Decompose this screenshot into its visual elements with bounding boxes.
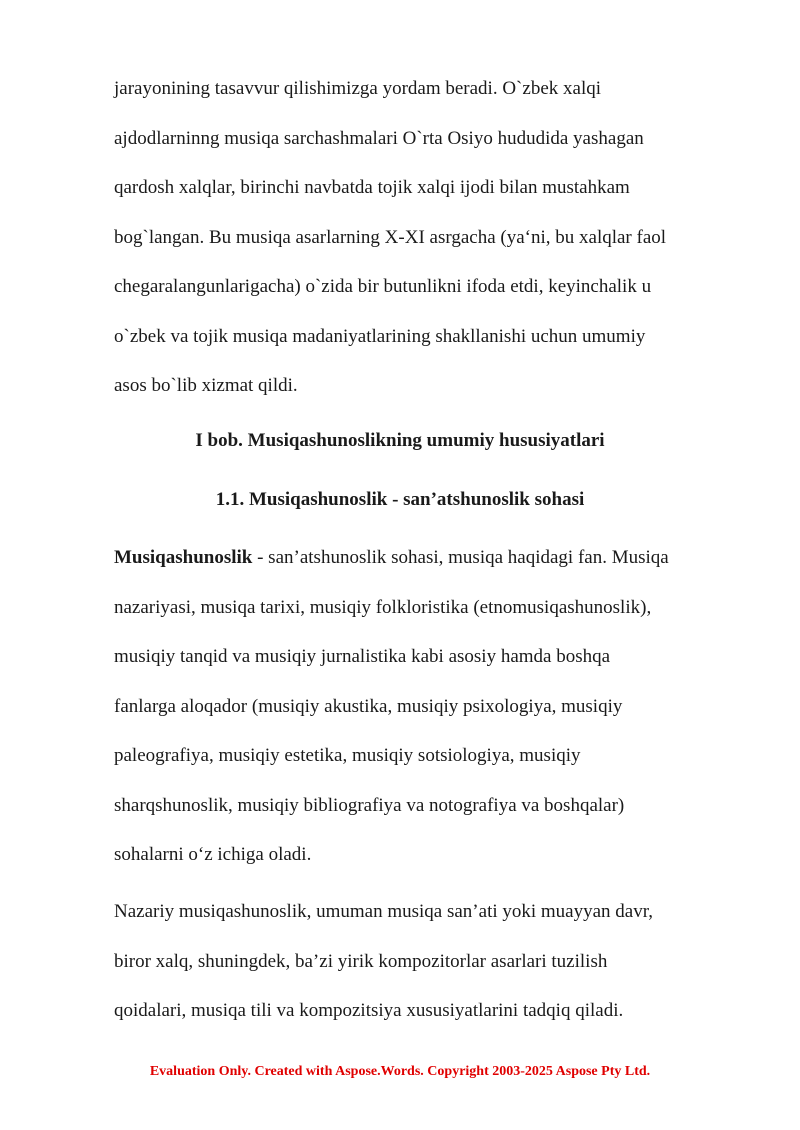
text-line: Nazariy musiqashunoslik, umuman musiqa san’ati yoki muayyan davr, [114,901,654,922]
paragraph-theory [114,887,750,1036]
paragraph-definition [114,533,750,880]
text-line: nazariyasi, musiqa tarixi, musiqiy folkloristika (etnomusiqashunoslik), [114,596,652,618]
text-line: o`zbek va tojik musiqa madaniyatlarining shakllanishi uchun umumiy [114,325,646,347]
text-line [114,533,750,583]
lead-term: Musiqashunoslik [114,547,253,568]
text-line: sharqshunoslik, musiqiy bibliografiya va notografiya va boshqalar) [114,794,625,816]
text-line: biror xalq, shuningdek, ba’zi yirik kompozitorlar asarlari tuzilish [114,950,608,972]
text-line: qardosh xalqlar, birinchi navbatda tojik xalqi ijodi bilan mustahkam [114,177,630,198]
text-line: paleografiya, musiqiy estetika, musiqiy sotsiologiya, musiqiy [114,745,581,766]
text-line-rest: - san’atshunoslik sohasi, musiqa haqidagi fan. Musiqa [252,547,669,568]
text-line: bog`langan. Bu musiqa asarlarning X-XI asrgacha (ya‘ni, bu xalqlar faol [114,226,667,248]
text-line: sohalarni o‘z ichiga oladi. [114,844,312,865]
text-line: chegaralangunlarigacha) o`zida bir butunlikni ifoda etdi, keyinchalik u [114,276,652,297]
paragraph-intro [114,64,750,411]
text-line: ajdodlarninng musiqa sarchashmalari O`rta Osiyo hududida yashagan [114,127,644,149]
text-line: qoidalari, musiqa tili va kompozitsiya xususiyatlarini tadqiq qiladi. [114,1000,624,1021]
text-line: asos bo`lib xizmat qildi. [114,375,298,396]
section-heading: 1.1. Musiqashunoslik - san’atshunoslik sohasi [215,489,585,510]
text-line: fanlarga aloqador (musiqiy akustika, musiqiy psixologiya, musiqiy [114,695,623,717]
text-line: musiqiy tanqid va musiqiy jurnalistika kabi asosiy hamda boshqa [114,646,611,667]
text-line: jarayonining tasavvur qilishimizga yordam beradi. O`zbek xalqi [114,78,601,99]
evaluation-footer: Evaluation Only. Created with Aspose.Words. Copyright 2003-2025 Aspose Pty Ltd. [149,1064,651,1079]
chapter-heading: I bob. Musiqashunoslikning umumiy hususiyatlari [195,430,605,451]
